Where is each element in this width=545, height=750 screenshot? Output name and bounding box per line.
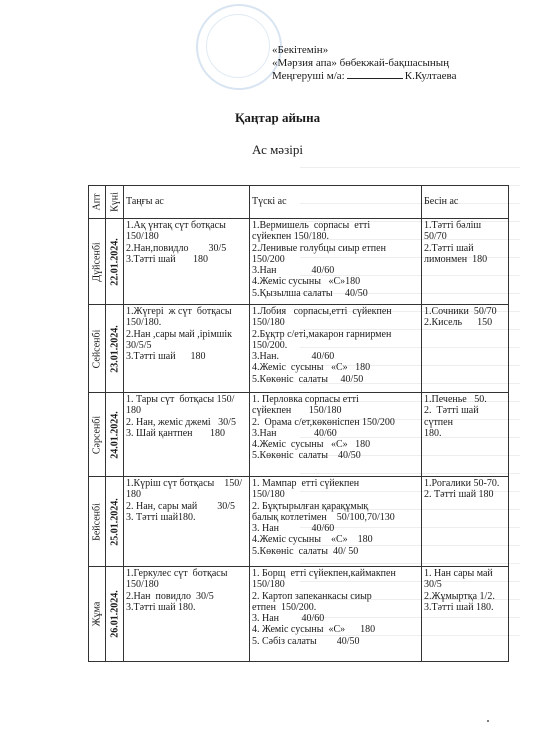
month-title: Қаңтар айына [235,110,321,125]
scan-speck [487,720,489,722]
approval-name: К.Култаева [404,70,457,82]
table-header-row [89,186,509,219]
weekday-cell: Жұма [89,567,106,662]
date-cell: 26.01.2024. [106,567,124,662]
weekday-cell: Дүйсенбі [89,219,106,305]
menu-table [88,185,509,662]
snack-cell: 1. Нан сары май 30/5 2.Жұмыртқа 1/2. 3.Тәтті шай 180. [422,567,509,662]
table-row [89,393,509,477]
lunch-cell: 1.Вермишель сорпасы етті сүйекпен 150/180. 2.Ленивые голубцы сиыр етпен 150/200 3.Нан 40/60 4.Жеміс сусыны «С»180 5.Қызылша салаты 40/50 [250,219,422,305]
snack-cell: 1.Тәтті бәліш 50/70 2.Тәтті шай лимонмен 180 [422,219,509,305]
approval-organization: «Мәрзия апа» бөбекжай-бақшасының [272,57,450,69]
official-stamp [196,4,282,90]
header-day: Күні [106,186,124,219]
breakfast-cell: 1.Жүгері ж сүт ботқасы 150/180. 2.Нан ,сары май ,ірімшік 30/5/5 3.Тәтті шай 180 [124,305,250,393]
menu-title: Ас мәзірі [252,142,303,157]
date-cell: 24.01.2024. [106,393,124,477]
date-cell: 25.01.2024. [106,477,124,567]
table-row [89,219,509,305]
lunch-cell: 1. Мампар етті сүйекпен 150/180 2. Бұқтырылған қарақұмық балық котлетімен 50/100,70/130 3. Нан 40/60 4.Жеміс сусыны «С» 180 5.Көкөніс салаты 40/ 50 [250,477,422,567]
snack-cell: 1.Сочники 50/70 2.Кисель 150 [422,305,509,393]
date-cell: 23.01.2024. [106,305,124,393]
table-row [89,477,509,567]
weekday-cell: Бейсенбі [89,477,106,567]
snack-cell: 1.Рогалики 50-70. 2. Тәтті шай 180 [422,477,509,567]
weekday-cell: Сәрсенбі [89,393,106,477]
header-week: Апт [89,186,106,219]
lunch-cell: 1.Лобия сорпасы,етті сүйекпен 150/180 2.Бұқтр с/еті,макарон гарнирмен 150/200. 3.Нан. 40/60 4.Жеміс сусыны «С» 180 5.Көкөніс салаты 40/50 [250,305,422,393]
approval-block [272,44,457,83]
signature-line [347,78,403,79]
header-lunch: Түскі ас [250,186,422,219]
breakfast-cell: 1.Ақ үнтақ сүт ботқасы 150/180 2.Нан,повидло 30/5 3.Тәтті шай 180 [124,219,250,305]
lunch-cell: 1. Борщ етті сүйекпен,каймакпен 150/180 2. Картоп запеканкасы сиыр етпен 150/200. 3. Нан 40/60 4. Жеміс сусыны «С» 180 5. Сәбіз салаты 40/50 [250,567,422,662]
approval-title: «Бекітемін» [272,44,329,56]
table-row [89,305,509,393]
lunch-cell: 1. Перловка сорпасы етті сүйекпен 150/180 2. Орама с/ет,көкөніспен 150/200 3.Нан 40/60 4.Жеміс сусыны «С» 180 5.Көкөніс салаты 40/50 [250,393,422,477]
header-snack: Бесін ас [422,186,509,219]
breakfast-cell: 1.Күріш сүт ботқасы 150/ 180 2. Нан, сары май 30/5 3. Тәтті шай180. [124,477,250,567]
approval-signature-line [272,70,457,83]
breakfast-cell: 1. Тары сүт ботқасы 150/ 180 2. Нан, жеміс джемі 30/5 3. Шай қантпен 180 [124,393,250,477]
snack-cell: 1.Печенье 50. 2. Тәтті шай сүтпен 180. [422,393,509,477]
date-cell: 22.01.2024. [106,219,124,305]
breakfast-cell: 1.Геркулес сүт ботқасы 150/180 2.Нан повидло 30/5 3.Тәтті шай 180. [124,567,250,662]
approval-position: Меңгеруші м/а: [272,70,345,82]
table-row [89,567,509,662]
header-breakfast: Таңғы ас [124,186,250,219]
weekday-cell: Сейсенбі [89,305,106,393]
